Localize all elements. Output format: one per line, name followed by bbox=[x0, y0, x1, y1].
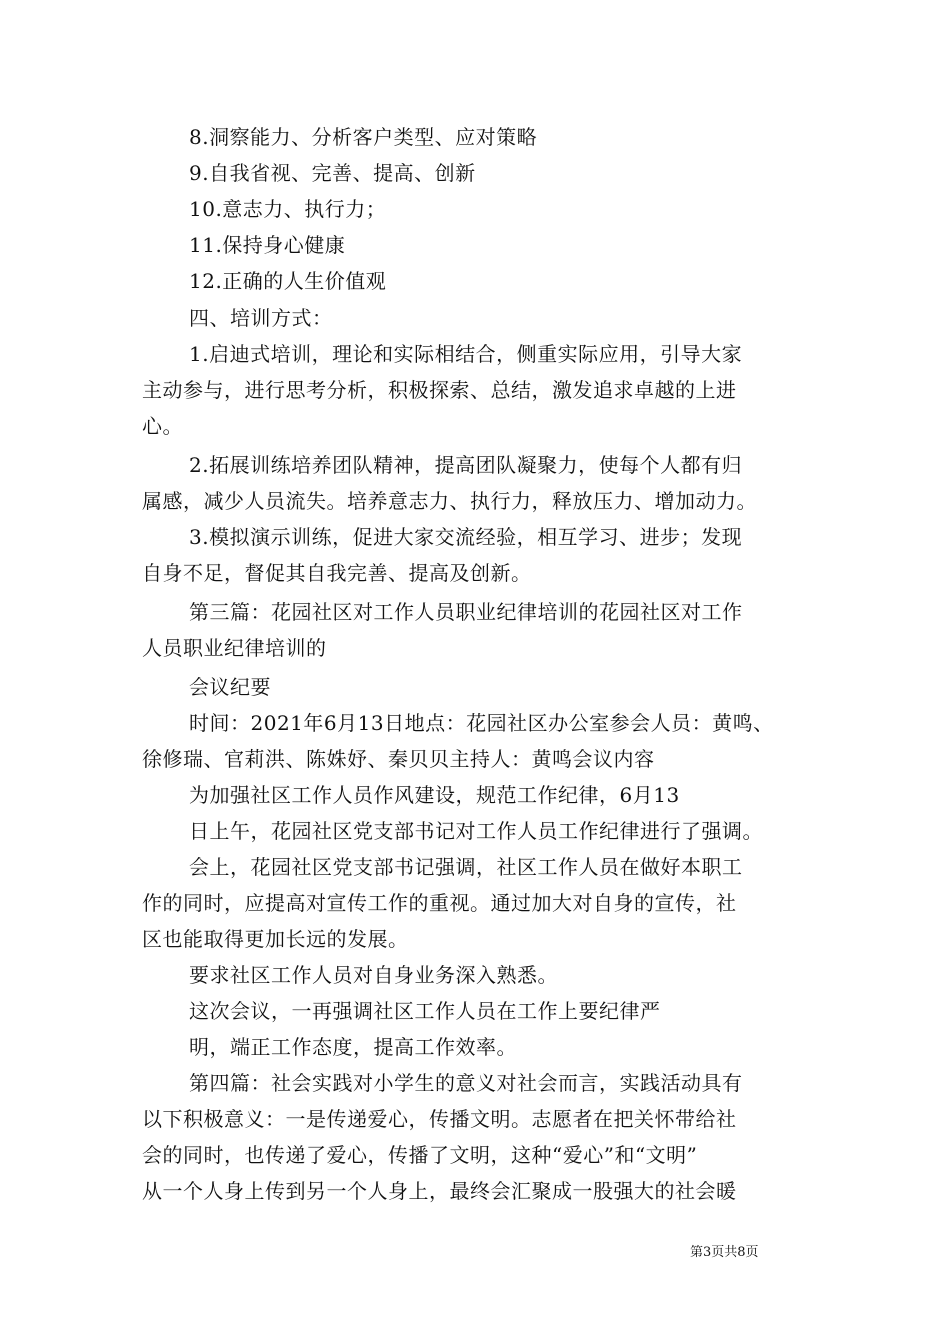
text-line: 日上午，花园社区党支部书记对工作人员工作纪律进行了强调。 bbox=[189, 819, 763, 843]
text-line: 2.拓展训练培养团队精神，提高团队凝聚力，使每个人都有归 bbox=[189, 453, 743, 477]
text-line: 从一个人身上传到另一个人身上，最终会汇聚成一股强大的社会暖 bbox=[142, 1179, 737, 1203]
text-line: 徐修瑞、官莉洪、陈姝妤、秦贝贝主持人：黄鸣会议内容 bbox=[142, 747, 655, 771]
section-heading: 四、培训方式： bbox=[189, 306, 333, 330]
text-line: 这次会议，一再强调社区工作人员在工作上要纪律严 bbox=[189, 999, 661, 1023]
text-line: 作的同时，应提高对宣传工作的重视。通过加大对自身的宣传，社 bbox=[142, 891, 737, 915]
text-line: 区也能取得更加长远的发展。 bbox=[142, 927, 409, 951]
text-line: 会议纪要 bbox=[189, 675, 271, 699]
text-line: 明，端正工作态度，提高工作效率。 bbox=[189, 1035, 517, 1059]
text-line: 8.洞察能力、分析客户类型、应对策略 bbox=[189, 125, 538, 149]
text-line: 3.模拟演示训练，促进大家交流经验，相互学习、进步；发现 bbox=[189, 525, 743, 549]
text-line: 心。 bbox=[142, 414, 183, 438]
text-line: 主动参与，进行思考分析，积极探索、总结，激发追求卓越的上进 bbox=[142, 378, 737, 402]
section-heading: 第四篇：社会实践对小学生的意义对社会而言，实践活动具有 bbox=[189, 1071, 743, 1095]
text-line: 时间：2021年6月13日地点：花园社区办公室参会人员：黄鸣、 bbox=[189, 711, 774, 735]
section-heading: 人员职业纪律培训的 bbox=[142, 636, 327, 660]
text-line: 属感，减少人员流失。培养意志力、执行力，释放压力、增加动力。 bbox=[142, 489, 757, 513]
text-line: 为加强社区工作人员作风建设，规范工作纪律，6月13 bbox=[189, 783, 680, 807]
text-line: 会的同时，也传递了爱心，传播了文明，这种“爱心”和“文明” bbox=[142, 1143, 698, 1167]
text-line: 12.正确的人生价值观 bbox=[189, 269, 387, 293]
text-line: 会上，花园社区党支部书记强调，社区工作人员在做好本职工 bbox=[189, 855, 743, 879]
text-line: 1.启迪式培训，理论和实际相结合，侧重实际应用，引导大家 bbox=[189, 342, 743, 366]
text-line: 以下积极意义：一是传递爱心，传播文明。志愿者在把关怀带给社 bbox=[142, 1107, 737, 1131]
page-number: 第3页共8页 bbox=[690, 1245, 759, 1260]
text-line: 要求社区工作人员对自身业务深入熟悉。 bbox=[189, 963, 558, 987]
text-line: 自身不足，督促其自我完善、提高及创新。 bbox=[142, 561, 532, 585]
text-line: 10.意志力、执行力； bbox=[189, 197, 387, 221]
section-heading: 第三篇：花园社区对工作人员职业纪律培训的花园社区对工作 bbox=[189, 600, 743, 624]
text-line: 9.自我省视、完善、提高、创新 bbox=[189, 161, 476, 185]
text-line: 11.保持身心健康 bbox=[189, 233, 346, 257]
